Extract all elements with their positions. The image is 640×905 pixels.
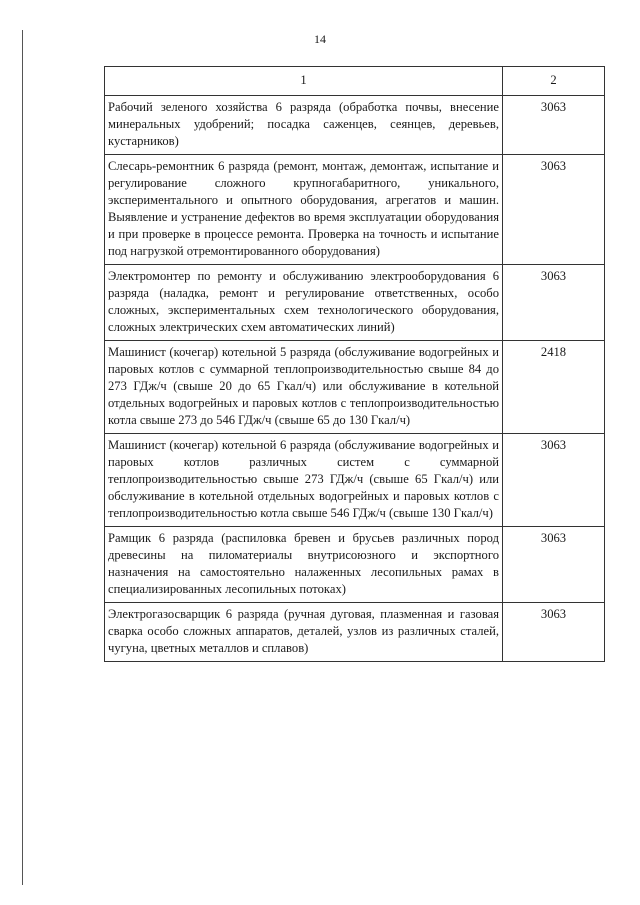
row-description: Рамщик 6 разряда (распиловка бревен и брусьев различных пород древесины на пиломатериалы внутрисоюзного и экспортного назначения на самостоятельно налаженных лесопильных рамах в специализированных лесопильных потоках) bbox=[105, 527, 503, 603]
row-value: 3063 bbox=[503, 155, 605, 265]
table-row bbox=[105, 341, 605, 434]
row-value: 3063 bbox=[503, 265, 605, 341]
column-header-2: 2 bbox=[503, 67, 605, 96]
row-description: Машинист (кочегар) котельной 5 разряда (обслуживание водогрейных и паровых котлов с суммарной теплопроизводительностью свыше 84 до 273 ГДж/ч (свыше 20 до 65 Гкал/ч) или обслуживание в котельной отдельных водогрейных и паровых котлов с теплопроизводительностью котла свыше 273 до 546 ГДж/ч (свыше 65 до 130 Гкал/ч) bbox=[105, 341, 503, 434]
table-row bbox=[105, 155, 605, 265]
row-description: Машинист (кочегар) котельной 6 разряда (обслуживание водогрейных и паровых котлов различных систем с суммарной теплопроизводительностью свыше 273 ГДж/ч (свыше 65 Гкал/ч) или обслуживание в котельной отдельных водогрейных и паровых котлов с теплопроизводительностью котла свыше 546 ГДж/ч (свыше 130 Гкал/ч) bbox=[105, 434, 503, 527]
table-row bbox=[105, 527, 605, 603]
wage-rates-table bbox=[104, 66, 605, 662]
page-number: 14 bbox=[314, 32, 326, 46]
table-row bbox=[105, 96, 605, 155]
table-header-row bbox=[105, 67, 605, 96]
table-row bbox=[105, 265, 605, 341]
row-value: 3063 bbox=[503, 96, 605, 155]
row-value: 3063 bbox=[503, 603, 605, 662]
row-description: Электромонтер по ремонту и обслуживанию электрооборудования 6 разряда (наладка, ремонт и регулирование ответственных, особо сложных, экспериментальных схем технологического оборудования, сложных электрических схем автоматических линий) bbox=[105, 265, 503, 341]
row-description: Слесарь-ремонтник 6 разряда (ремонт, монтаж, демонтаж, испытание и регулирование сложного крупногабаритного, уникального, экспериментального и опытного оборудования, агрегатов и машин. Выявление и устранение дефектов во время эксплуатации оборудования и при проверке в процессе ремонта. Проверка на точность и испытание под нагрузкой отремонтированного оборудования) bbox=[105, 155, 503, 265]
row-description: Рабочий зеленого хозяйства 6 разряда (обработка почвы, внесение минеральных удобрений; посадка саженцев, сеянцев, деревьев, кустарников) bbox=[105, 96, 503, 155]
row-value: 2418 bbox=[503, 341, 605, 434]
row-description: Электрогазосварщик 6 разряда (ручная дуговая, плазменная и газовая сварка особо сложных аппаратов, деталей, узлов из различных сталей, чугуна, цветных металлов и сплавов) bbox=[105, 603, 503, 662]
table-row bbox=[105, 434, 605, 527]
row-value: 3063 bbox=[503, 527, 605, 603]
table-row bbox=[105, 603, 605, 662]
row-value: 3063 bbox=[503, 434, 605, 527]
column-header-1: 1 bbox=[105, 67, 503, 96]
page-left-edge-line bbox=[22, 30, 23, 885]
